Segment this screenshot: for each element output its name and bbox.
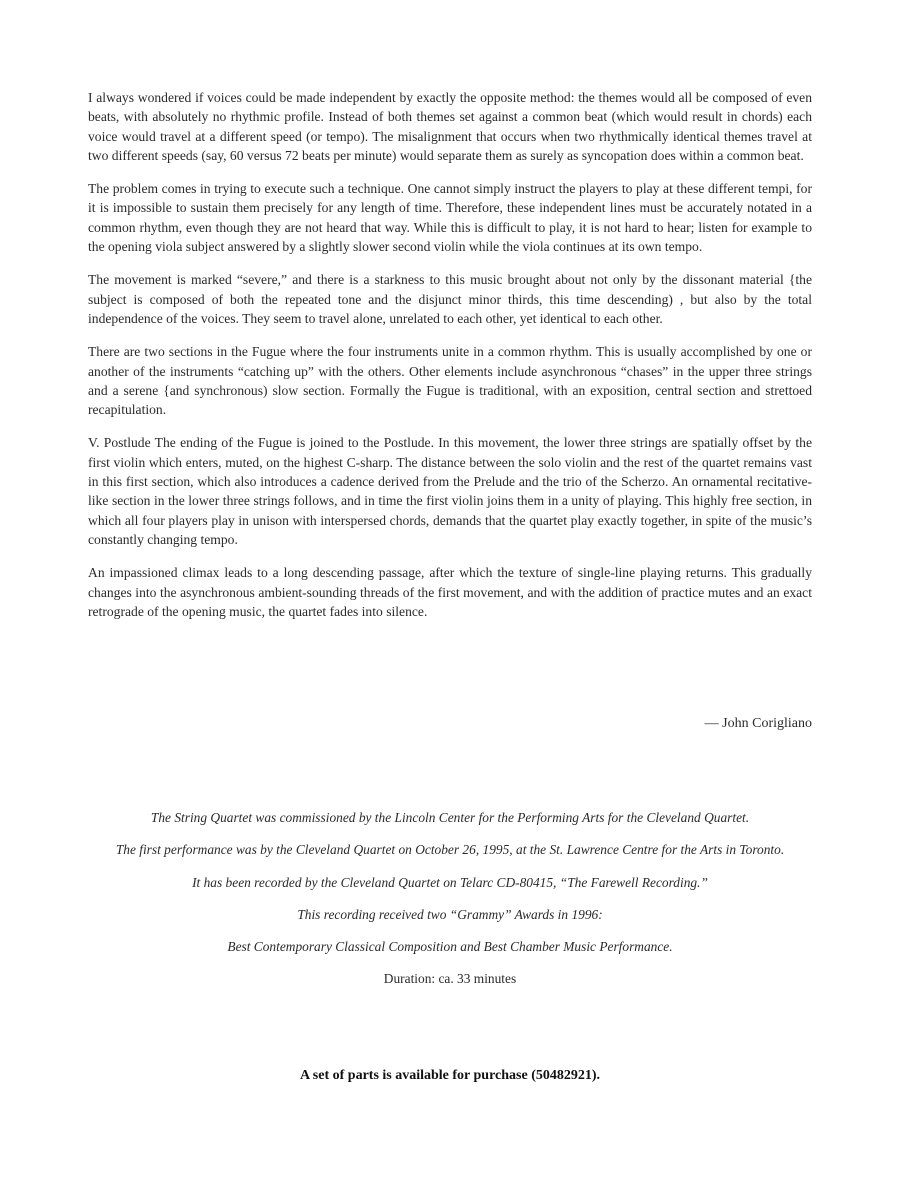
awards-categories: Best Contemporary Classical Composition and Best Chamber Music Performance. xyxy=(227,939,673,955)
recording-credit: It has been recorded by the Cleveland Quartet on Telarc CD-80415, “The Farewell Recording.” xyxy=(192,874,708,890)
duration-text: Duration: ca. 33 minutes xyxy=(383,971,517,987)
commission-credit: The String Quartet was commissioned by the Lincoln Center for the Performing Arts for the Cleveland Quartet. xyxy=(150,810,750,825)
notes-paragraph-2: The problem comes in trying to execute such a technique. One cannot simply instruct the players to play at these different tempi, for it is impossible to sustain them precisely for any length of time. Therefore, these independent lines must be accurately notated in a common rhythm, even though they are not heard that way. While this is difficult to play, it is not hard to hear; listen for example to the opening viola subject answered by a slightly slower second violin while the viola continues at its own tempo. xyxy=(88,181,812,255)
credits-block xyxy=(0,802,900,995)
program-notes-body xyxy=(88,88,812,635)
awards-credit: This recording received two “Grammy” Awards in 1996: xyxy=(297,906,603,922)
parts-availability-notice: A set of parts is available for purchase (50482921). xyxy=(299,1068,601,1083)
notes-paragraph-1: I always wondered if voices could be made independent by exactly the opposite method: the themes would all be composed of even beats, with absolutely no rhythmic profile. Instead of both themes set against a common beat (which would result in chords) each voice would travel at a different speed (or tempo). The misalignment that occurs when two rhythmically identical themes travel at two different speeds (say, 60 versus 72 beats per minute) would separate them as surely as syncopation does within a common beat. xyxy=(88,90,812,163)
notes-paragraph-5: V. Postlude The ending of the Fugue is joined to the Postlude. In this movement, the lower three strings are spatially offset by the first violin which enters, muted, on the highest C-sharp. The distance between the solo violin and the rest of the quartet remains vast in this first section, which also introduces a cadence derived from the Prelude and the trio of the Scherzo. An ornamental recitative-like section in the lower three strings follows, and in time the first violin joins them in a unity of playing. This highly free section, in which all four players play in unison with interspersed chords, demands that the quartet play exactly together, in spite of the music’s constantly changing tempo. xyxy=(88,435,812,547)
notes-paragraph-3: The movement is marked “severe,” and there is a starkness to this music brought about not only by the dissonant material {the subject is composed of both the repeated tone and the disjunct minor thirds, this time descending) , but also by the total independence of the voices. They seem to travel alone, unrelated to each other, yet identical to each other. xyxy=(88,272,812,326)
premiere-credit: The first performance was by the Cleveland Quartet on October 26, 1995, at the St. Lawrence Centre for the Arts in Toronto. xyxy=(115,842,785,858)
notes-paragraph-4: There are two sections in the Fugue where the four instruments unite in a common rhythm. This is usually accomplished by one or another of the instruments “catching up” with the others. Other elements include asynchronous “chases” in the upper three strings and a serene {and synchronous) slow section. Formally the Fugue is traditional, with an exposition, central section and strettoed recapitulation. xyxy=(88,344,812,418)
notes-paragraph-6: An impassioned climax leads to a long descending passage, after which the texture of single-line playing returns. This gradually changes into the asynchronous ambient-sounding threads of the first movement, and with the addition of practice mutes and an exact retrograde of the opening music, the quartet fades into silence. xyxy=(88,565,812,619)
author-signature: — John Corigliano xyxy=(704,716,812,731)
